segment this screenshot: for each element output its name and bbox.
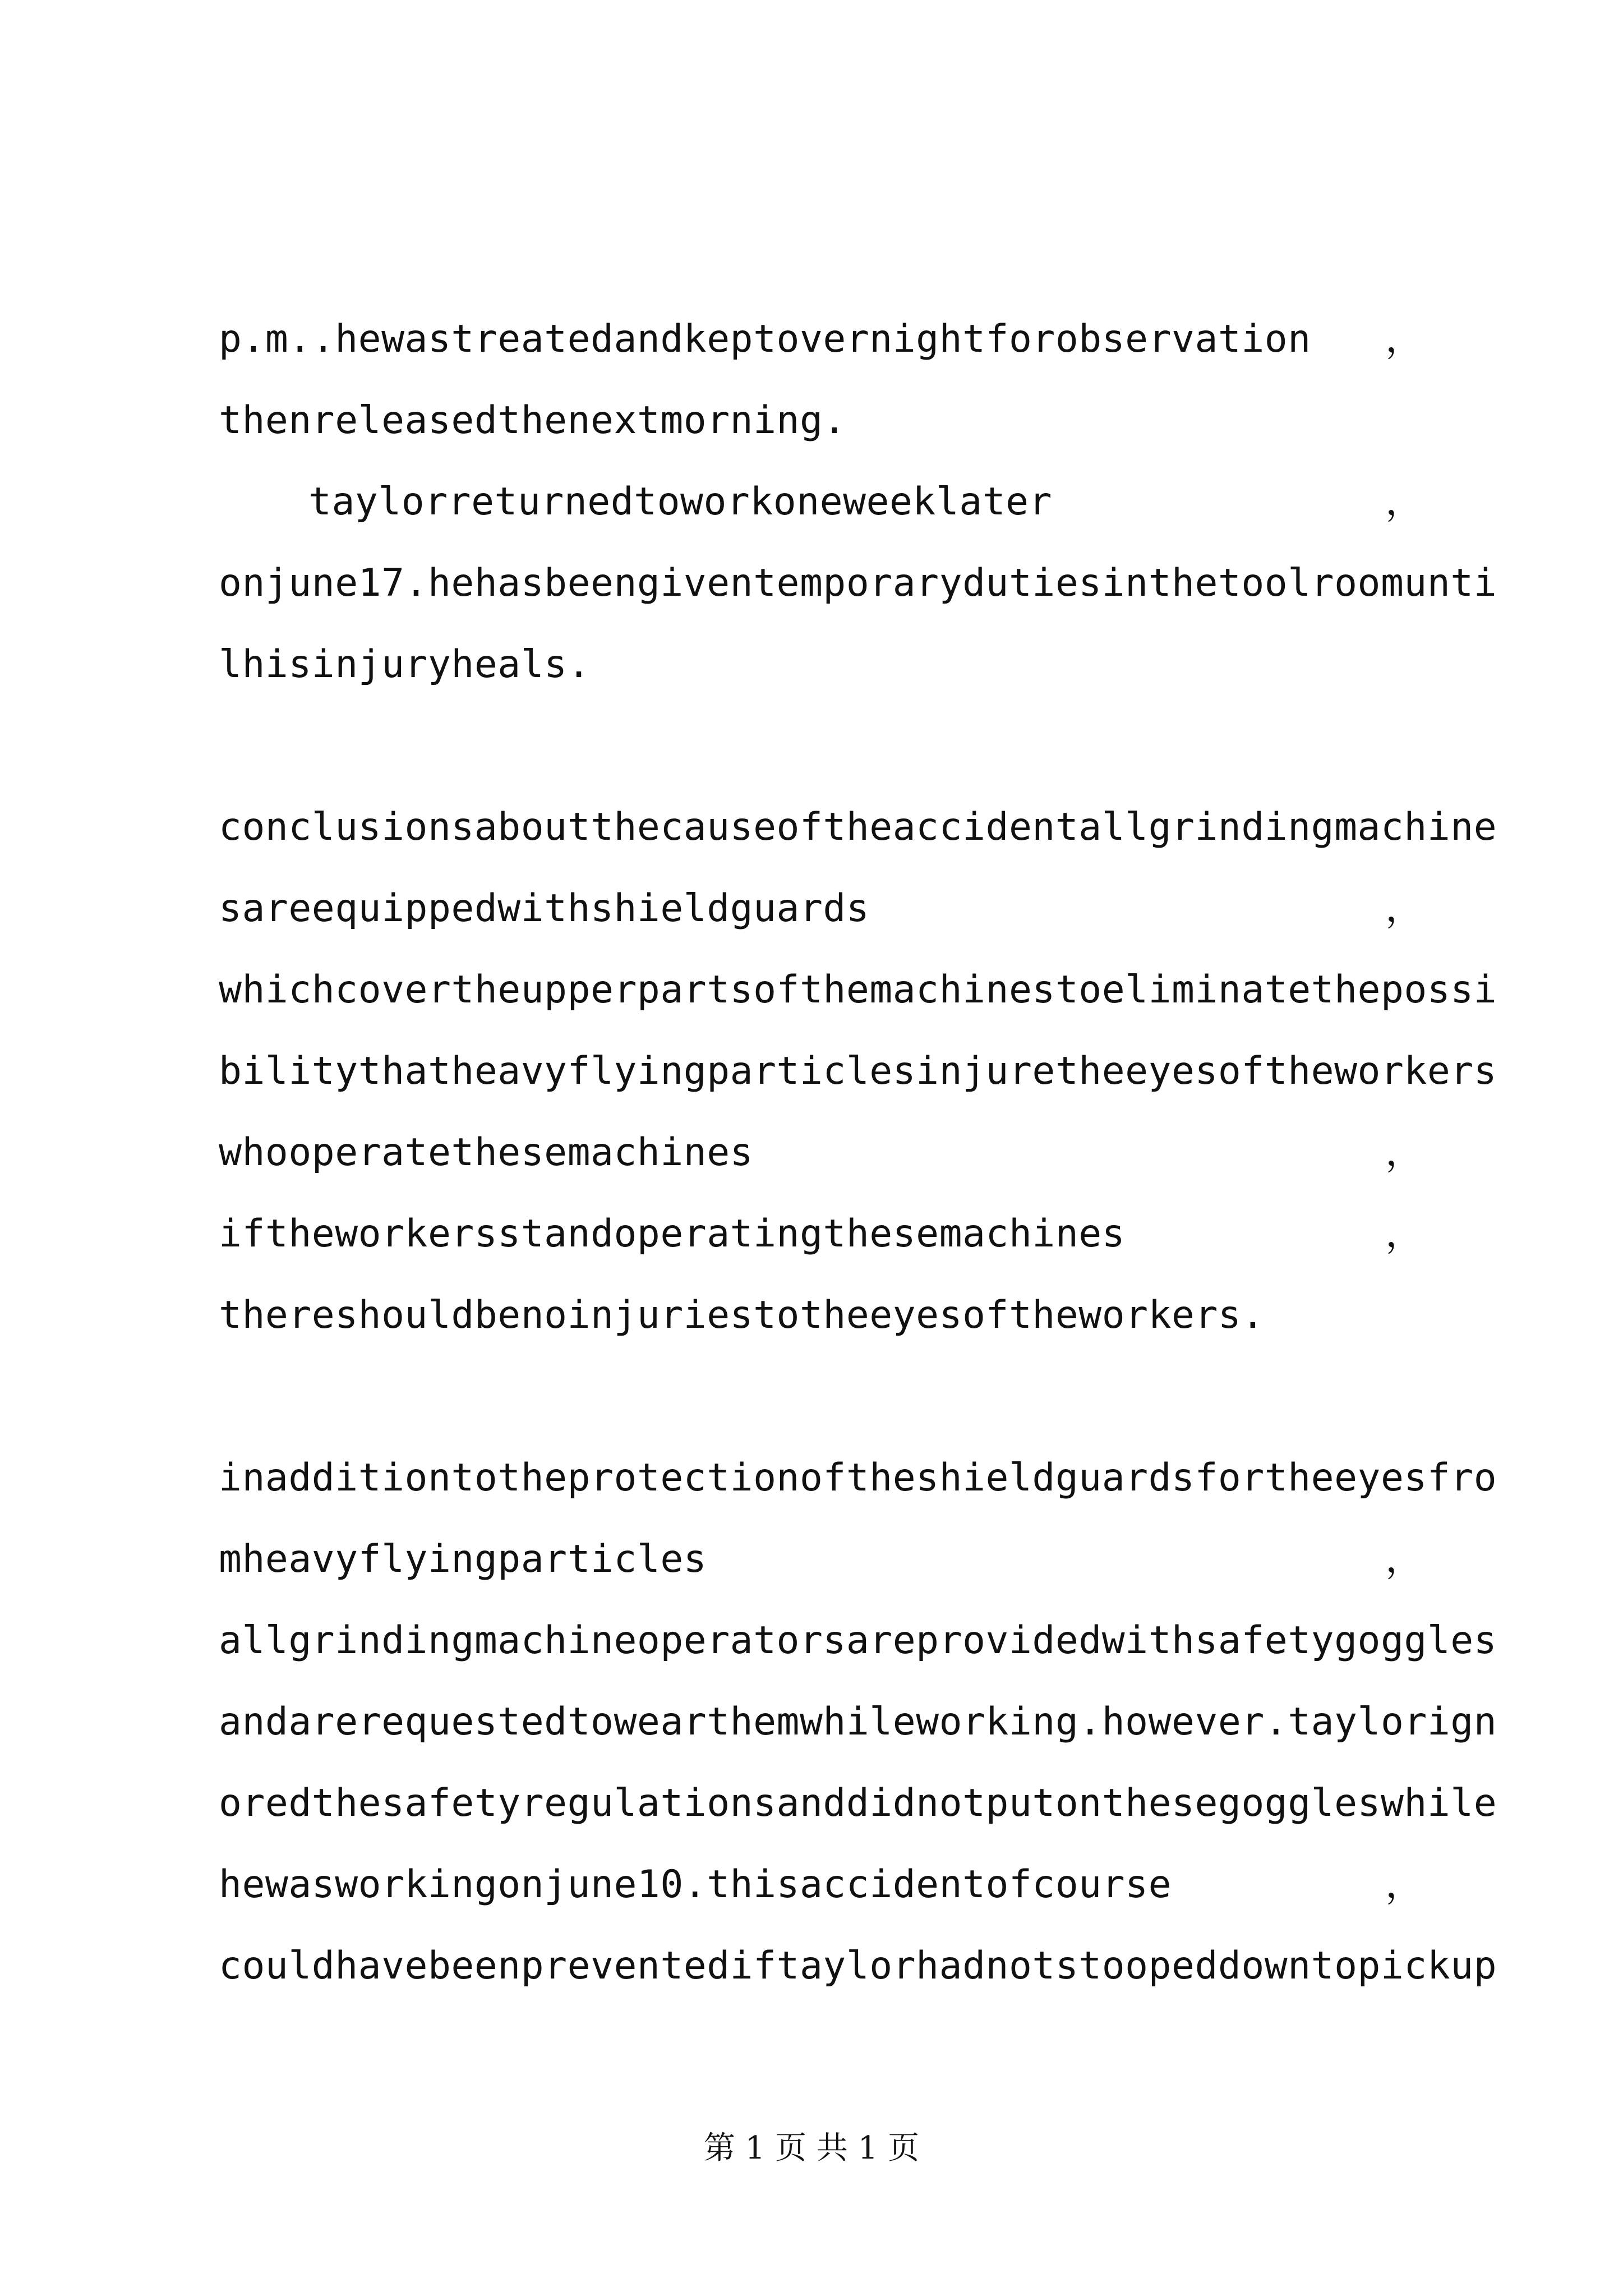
text-line: sareequippedwithshieldguards — [219, 886, 870, 931]
text-line: onjune17.hehasbeengiventemporarydutiesinthetoolroomunti — [219, 561, 1497, 605]
text-line: p.m..hewastreatedandkeptovernightforobservation — [219, 317, 1311, 361]
text-line: andarerequestedtowearthemwhileworking.however.taylorign — [219, 1700, 1497, 1744]
text-line: iftheworkersstandoperatingthesemachines — [219, 1212, 1126, 1256]
text-line: mheavyflyingparticles — [219, 1537, 707, 1581]
text-line: thereshouldbenoinjuriestotheeyesoftheworkers. — [219, 1293, 1265, 1337]
text-line: inadditiontotheprotectionoftheshieldguardsfortheeyesfro — [219, 1456, 1497, 1500]
text-line: taylorreturnedtoworkoneweeklater — [308, 480, 1053, 524]
text-line: whooperatethesemachines — [219, 1130, 754, 1175]
text-line: couldhavebeenpreventediftaylorhadnotstoopeddowntopickup — [219, 1944, 1497, 1988]
line-comma: ， — [1385, 1130, 1424, 1175]
text-line: bilitythatheavyflyingparticlesinjuretheeyesoftheworkers — [219, 1049, 1497, 1093]
line-comma: ， — [1385, 480, 1424, 524]
line-comma: ， — [1385, 1537, 1424, 1581]
text-line: oredthesafetyregulationsanddidnotputonthesegoggleswhile — [219, 1781, 1497, 1825]
text-line: lhisinjuryheals. — [219, 642, 591, 687]
text-line: whichcovertheupperpartsofthemachinestoeliminatethepossi — [219, 968, 1497, 1012]
text-line: thenreleasedthenextmorning. — [219, 398, 846, 443]
text-line: allgrindingmachineoperatorsareprovidedwithsafetygoggles — [219, 1618, 1497, 1663]
line-comma: ， — [1385, 1862, 1424, 1907]
text-line: conclusionsaboutthecauseoftheaccidentallgrindingmachine — [219, 805, 1497, 849]
line-comma: ， — [1385, 317, 1424, 361]
text-line: hewasworkingonjune10.thisaccidentofcourse — [219, 1862, 1172, 1907]
line-comma: ， — [1385, 1212, 1424, 1256]
line-comma: ， — [1385, 886, 1424, 931]
page-footer: 第 1 页 共 1 页 — [703, 2130, 920, 2166]
